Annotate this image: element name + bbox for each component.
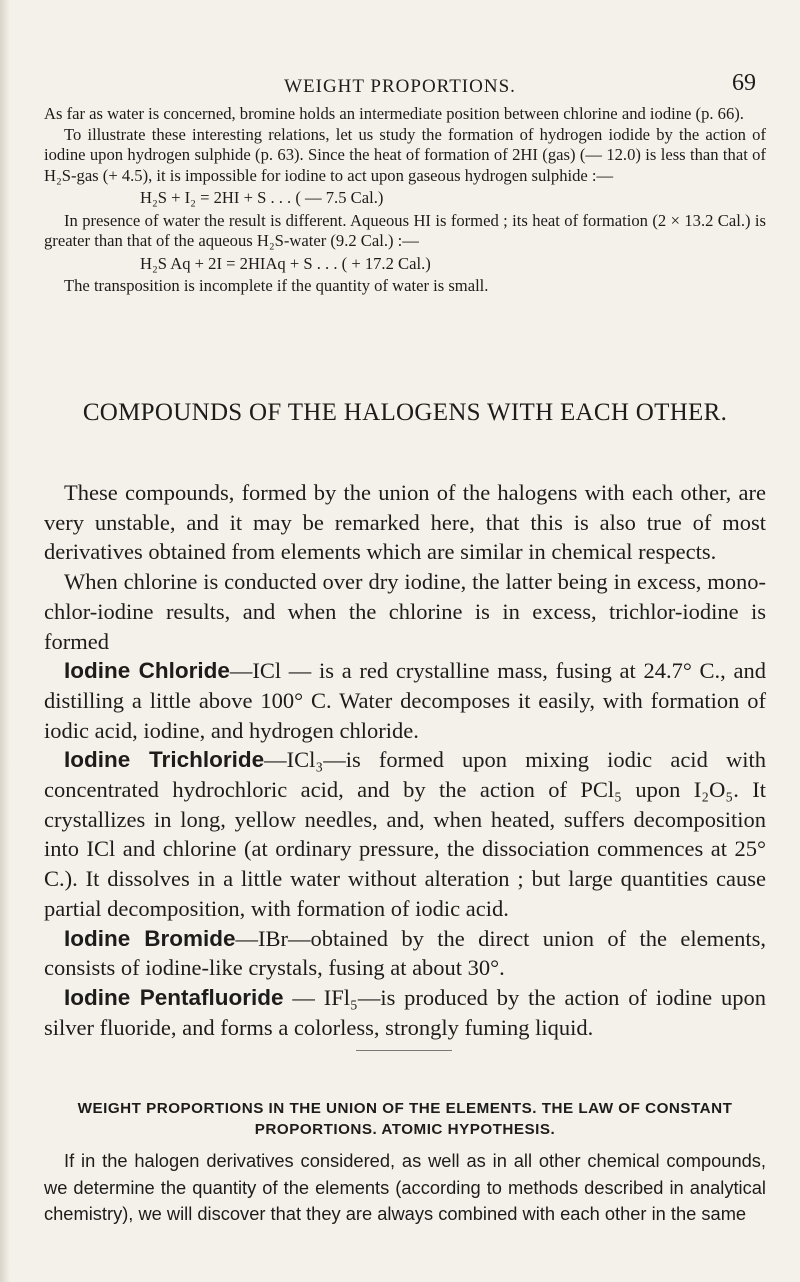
compound-term: Iodine Pentafluoride [64,984,284,1010]
compound-entry [44,656,766,745]
weight-proportions-section [44,1148,766,1228]
equation-2: H₂S Aq + 2I = 2HIAq + S . . . ( + 17.2 Cal.) [140,253,431,273]
page-edge-shadow [0,0,10,1282]
compound-description: — IFl₅—is produced by the action of iodine upon silver fluoride, and forms a colorless, strongly fuming liquid. [44,984,766,1040]
compound-entry [44,745,766,923]
equation-1: H₂S + I₂ = 2HI + S . . . ( — 7.5 Cal.) [140,188,384,207]
compounds-paragraph-1: These compounds, formed by the union of the halogens with each other, are very unstable, and it may be remarked here, that this is also true of most derivatives obtained from elements which are similar in chemical respects. [44,480,766,565]
compound-entry [44,983,766,1042]
section-heading-2: WEIGHT PROPORTIONS IN THE UNION OF THE ELEMENTS. THE LAW OF CONSTANT PROPORTIONS. ATOMIC HYPOTHESIS. [77,1100,733,1138]
compound-term: Iodine Bromide [64,925,236,951]
intro-paragraph-2: To illustrate these interesting relations, let us study the formation of hydrogen iodide by the action of iodine upon hydrogen sulphide (p. 63). Since the heat of formation of 2HI (gas) (— 12.0) is less than that of H₂S-gas (+ 4.5), it is impossible for iodine to act upon gaseous hydrogen sulphide :— [44,124,766,185]
compounds-paragraph-2: When chlorine is conducted over dry iodine, the latter being in excess, mono-chlor-iodine results, and when the chlorine is in excess, trichlor-iodine is formed [44,569,766,654]
compound-description: —ICl₃—is formed upon mixing iodic acid with concentrated hydrochloric acid, and by the action of PCl₅ upon I₂O₅. It crystallizes in long, yellow needles, and, when heated, suffers decomposition into ICl and chlorine (at ordinary pressure, the dissociation commences at 25° C.). It dissolves in a little water without alteration ; but large quantities cause partial decomposition, with formation of iodic acid. [44,747,766,921]
intro-paragraph-1: As far as water is concerned, bromine holds an intermediate position between chlorine and iodine (p. 66). [44,104,744,123]
compounds-section [44,478,766,1042]
intro-section [44,104,766,297]
intro-paragraph-3: In presence of water the result is different. Aqueous HI is formed ; its heat of formation (2 × 13.2 Cal.) is greater than that of the aqueous H₂S-water (9.2 Cal.) :— [44,210,766,250]
page-number: 69 [732,70,756,96]
section-heading: COMPOUNDS OF THE HALOGENS WITH EACH OTHER. [82,399,728,426]
section-divider [356,1050,452,1051]
final-paragraph: If in the halogen derivatives considered, as well as in all other chemical compounds, we determine the quantity of the elements (according to methods described in analytical chemistry), we will discover that they are always combined with each other in the same [44,1150,766,1224]
running-head: WEIGHT PROPORTIONS. [284,76,516,97]
compound-term: Iodine Trichloride [64,747,265,773]
compound-term: Iodine Chloride [64,658,230,684]
intro-paragraph-4: The transposition is incomplete if the quantity of water is small. [64,276,489,295]
compound-entry [44,924,766,983]
compound-description: —IBr—obtained by the direct union of the elements, consists of iodine-like crystals, fusing at about 30°. [44,925,766,981]
compound-description: —ICl — is a red crystalline mass, fusing at 24.7° C., and distilling a little above 100° C. Water decomposes it easily, with formation of iodic acid, iodine, and hydrogen chloride. [44,658,766,743]
